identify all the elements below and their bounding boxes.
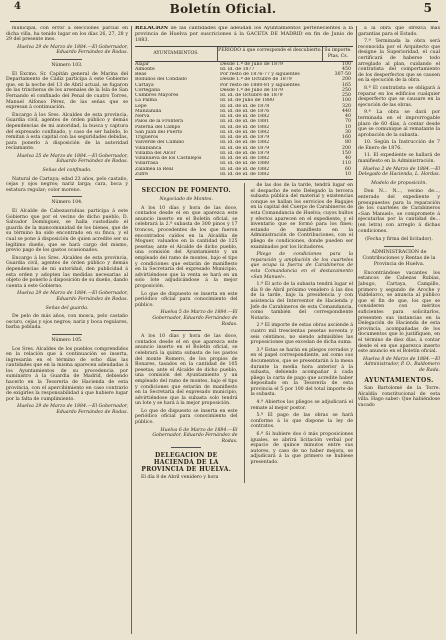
article-text: 11. El expediente se hallará de manifiesto en la Administración. [358,153,440,165]
header-ayuntamientos: AYUNTAMIENTOS. [135,47,218,60]
article-text: Lo que de dispuesto se inserta en este periódico oficial para conocimiento del público. [135,291,238,308]
ayuntamiento-cell: Paterna del Campo [135,124,181,130]
amount-cell: 40 [345,114,351,120]
article-text: municipal, con error á elecciones parcial en dicha villa, ha tenido lugar en los días 26, 27, 28 y 29 del presente mes. [6,26,128,43]
amount-cell: 80 [345,140,351,146]
relacion-table-header [135,46,353,61]
notice-number: Número 103. [51,62,83,68]
period-cell: Id. id. de id. de 1882 [220,171,270,177]
article-text: 7.ª Terminada la obra será reconocida por el Arquitecto que designe la Superioridad, el cual certificará de haberse todo arreglado al plan, cuidando el contratista del comportamiento de los desperfectos que se causen en la ejecución de la obra. [358,39,440,84]
separator [171,447,201,448]
separator [384,246,414,247]
article-text: Lo que de dispuesto se inserta en este periódico oficial para conocimiento del público. [135,408,238,426]
article-text: El Excmo. Sr. Capitán general de Marina del Departamento de Cádiz participa á este Gobierno que, en la noche del 13 de Abril actual, se fugaron de las trincheras de los arsenales de la Isla de San Fernando el confinado del Penal de cuatro Torres, Manuel Alfonso Pérez, de las señas que se expresan á continuación. [6,71,128,111]
table-row [135,172,353,177]
ayuntamiento-cell: Cartaya [135,82,154,88]
separator [52,334,82,335]
article-text: 5.ª El pago de las obras se hará conforme á lo que dispone la ley de contratos. [250,413,353,430]
amount-cell: 250 [342,87,351,93]
article-text: Los Sres. Alcaldes de los pueblos comprendidos en la relación que á continuación se inserta, ingresarán en el término de ocho días las cantidades que en la misma aparecen adeudadas á los Ayuntamientos de su procedencia por suministro á la Guardia de Madrid, debiendo hacerlo en la Tesorería de Hacienda de esta provincia, con el apercibimiento en caso contrario de exigirles la responsabilidad á que hubiere lugar por la falta de cumplimiento. [6,346,128,402]
article-text: De pelo de más años, con mosca, pelo castaño oscuro, cejas y ojos negros; nariz y boca regulares, barba poblada. [6,314,128,331]
ayuntamiento-cell: Lepe [135,103,147,109]
ayuntamiento-cell: Alájar [135,61,150,67]
signature: (Fecha y firma del licitador). [365,237,433,243]
amount-cell: 150 [342,150,351,156]
period-cell: Id. id. de id. de 1876 [220,108,270,114]
column-middle [135,26,353,634]
period-cell: Desde 1.º de Octubre de 1879 [220,77,292,83]
separator [52,196,82,197]
period-cell: Por resto de 1876-77 y siguientes [220,72,300,78]
amount-cell: 40 [345,156,351,162]
subheading: Modelo de proposición. [371,180,427,186]
article-text: El Alcalde de Cabezasrubias participa á este Gobierno que por el vecino de dicho pueblo, D. Salvador Domínguez, se halla custodiado el guarda de la mancomunidad de los bienes, que de su término ha sido encontrado en su finca, y el cual se pone á disposición de quien acredite ser su legítimo dueño, que se hará cargo del mismo, previo pago de los gastos ocasionados. [6,209,128,254]
article-text: 2.ª El importe de estas obras asciende á cuatro mil trescientas pesetas noventa y seis céntimos, no siendo admisibles las proposiciones que excedan de dicha suma. [250,323,353,346]
article-text: 3.ª Estas se harán en pliegos cerrados y en el papel correspondiente, así como sus documentos, que se presentarán á la mesa durante la media hora anterior á la subasta, debiendo acompañar á cada pliego la carta de pago que acredite haber depositado en la Tesorería de esta provincia el 5 por 100 del total importe de la subasta. [250,347,353,398]
ayuntamiento-cell: Nerva [135,114,150,120]
subheading: Señas del confinado. [42,168,92,174]
section-title: ADMINISTRACION de Contribuciones y Rentas de la Provincia de Huelva. [362,249,436,267]
section-title: AYUNTAMIENTOS. [364,377,434,385]
fomento-section [135,183,238,483]
signature: Huelva 25 de Marzo de 1884.—El Gobernador, Eduardo Fernández de Rodas. [17,153,128,165]
article-text: 9.ª La obra se dará por terminada en el improrrogable plazo de 60 días, á contar desde que se comunique al rematante la aprobación de la subasta. [358,110,440,138]
article-text: de las dos de la tarde, tendrá lugar en el despacho de este Delegado la tercera subasta pública del material y existencias conque se hallan los servicios de Bagajes en la capital del Cuerpo de Carabineros de esta Comandancia de Huelva; cuyos bultos y efectos aparecen en el expediente, y el inventario que se formó para los fines; estando de manifiesto en la Administración de Contribuciones, con el pliego de condiciones, donde pueden ser examinados por los licitadores. [250,183,353,250]
amount-cell: 60 [345,166,351,172]
header-periodo: PERIODO á que corresponde el descubierto. [218,47,323,60]
article-text: A los 10 días y hora de las doce, contados desde el en que aparezca este anuncio inserto en el Boletín oficial, se celebrará la 2.ª subasta de 300 pinos y 17 troncos, procedentes de los que fueron encontrados caídos en la Alcaldía de Moguer, valuados en la cantidad de 125 pesetas; ante el Alcalde de dicho pueblo, una comisión del Ayuntamiento y un empleado del ramo de montes, bajo el tipo y condiciones que estarán de manifiesto en la Secretaría del expresado Municipio, advirtiéndose que la venta se hará en un solo lote adjudicándose á la mejor proposición. [135,205,238,289]
period-cell: Id. id. de 1877 [220,66,255,72]
ayuntamiento-cell: La Palma [135,98,157,104]
article-text: 8.ª El contratista se obligará á reparar en los edificios cualquier desperfecto que se causare en la ejecución de las obras. [358,85,440,108]
period-cell: Id. id. de id. de 1879 [220,145,270,151]
relacion-table-body [135,62,353,178]
ayuntamiento-cell: Cortegana [135,87,160,93]
header-importe: Su importe. Ptas. Cs. [324,48,352,59]
notice-number: Número 104. [51,200,83,206]
article-text: A los 10 días y hora de las doce, contados desde el en que aparezca este anuncio inserto en el Boletín oficial, se celebrará la quinta subasta de los pastos del monte Romero, de los propios de Bonares, tasados en la cantidad de 105 pesetas; ante el Alcalde de dicho pueblo, una comisión del Ayuntamiento y un empleado del ramo de montes, bajo el tipo y condiciones que estarán de manifiesto en la Secretaría del expresado municipio, advirtiéndose que la subasta solo tendrá un lote y se hará á la mejor proposición. [135,334,238,407]
period-cell: Id. id. de id. de 1882 [220,166,270,172]
period-cell: Id. id. de id. de 1882 [220,114,270,120]
ayuntamiento-cell: Valverde del Camino [135,140,185,146]
amount-cell: 110 [342,161,351,167]
article-text: 10. Según la Instrucción de 7 de Enero de 1876. [358,140,440,151]
period-cell: Id. id. de id. de 1880 [220,161,270,167]
period-cell: Id. id. de id. de 1879 [220,135,270,141]
article-text: Natural de Cartaya; edad 23 años, pelo castaño, cejas y ojos negros; nariz larga; cara, boca y estatura regular; color moreno. [6,176,128,193]
amount-cell: 250 [342,93,351,99]
period-cell: Id. id. de id. de 1879 [220,150,270,156]
ayuntamiento-cell: Villarrasa [135,161,159,167]
amount-cell: 440 [342,108,351,114]
period-cell: Id. id. de id. de 1882 [220,156,270,162]
ayuntamiento-cell: Villablanca [135,145,162,151]
amount-cell: 100 [342,61,351,67]
ayuntamiento-cell: Villanueva de los Castillejos [135,156,202,162]
article-text: Don N... N..., vecino de..., enterado del expediente y presupuestos para la reparación de los cuarteles de Carabineros «San Manuel», se compromete á ejecutarlas por la cantidad de... (en letra) con arreglo á dichas condiciones. [358,189,440,234]
ayuntamiento-cell: Cumbres Mayores [135,93,179,99]
middle-subcolumns [135,183,353,483]
newspaper-title: Boletín Oficial. [169,2,277,16]
amount-cell: 10 [345,124,351,130]
ayuntamiento-cell: San Juan del Puerto [135,129,183,135]
period-cell: Id. id. de id. de 1882 [220,129,270,135]
amount-cell: 200 [342,77,351,83]
ayuntamiento-cell: Beas [135,72,147,78]
section-title: DELEGACION DE HACIENDA DE LA PROVINCIA DE HUELVA. [141,452,232,474]
column-right [358,26,440,634]
amount-cell: 200 [342,145,351,151]
relacion-intro: RELACION de las cantidades que adeudan los Ayuntamientos pertenecientes á la provincia de Huelva por suscriciones á la GACETA DE MADRID en fin de Junio de 1883. [135,26,353,43]
subasta-section [251,183,354,483]
signature: Huelva 29 de Marzo de 1884.—El Gobernador, Eduardo Fernández de Rodas. [17,404,128,416]
ayuntamiento-cell: Manzanilla [135,108,162,114]
amount-cell: 320 [342,103,351,109]
article-text: Encargo á los Sres. Alcaldes de esta provincia, Guardia civil, agentes de órden público y demás dependencias de mi autoridad, la busca y captura del expresado confinado, y caso de ser habido, lo remitan á esta capital con las seguridades debidas, para ponerlo á disposición de la autoridad reclamante. [6,112,128,152]
subheading: Pliego de condiciones para la reparación y ampliación de los cuarteles que ocupa la fuerza de Carabineros de esta Comandancia en el destacamento «San Manuel». [250,252,353,280]
page-number-left: 4 [14,1,21,12]
article-text: San Bartolomé de la Torre. Alcaldía constitucional de esta villa. Hago saber: Que habiéndose vacado [358,386,440,408]
period-cell: Id. id. de Octubre de 1879 [220,93,283,99]
ayuntamiento-cell: Palos de la Frontera [135,119,184,125]
section-title: SECCION DE FOMENTO. [141,187,231,195]
separator [171,330,201,331]
signature: Huelva 29 de Marzo de 1884.—El Gobernador, Eduardo Fernández de Rodas. [17,44,128,56]
signature: Huelva 2 de Marzo de 1884.—El Delegado de Hacienda, L. Hordas. [358,166,440,178]
table-rule [135,179,353,180]
period-cell: Id. id. de id. de 1882 [220,140,270,146]
article-text: 1.ª El acto de la subasta tendrá lugar el día 8 de Abril próximo venidero á las dos de la tarde, bajo la presidencia y con asistencia del Interventor de Hacienda y Jefe de Carabineros de esta Comandancia, como también del correspondiente Notario. [250,282,353,321]
column-divider [356,26,357,634]
ayuntamiento-cell: Zalamea la Real [135,166,174,172]
article-text: El día 8 de Abril venidero y hora [141,475,219,481]
amount-cell: 307·50 [334,72,351,78]
signature: Huelva 8 de Marzo de 1884.—El Administrador, P. O., Baldomero de Rada. [363,356,440,373]
amount-cell: 10 [345,171,351,177]
article-text: á la obra que ofrezca más garantías para el Estado. [358,26,440,37]
ayuntamiento-cell: Zufre [135,171,149,177]
amount-cell: 30 [345,129,351,135]
article-text: 6.ª Si hubiere dos ó más proposiciones iguales, se abrirá licitación verbal por espacio de quince minutos entre sus autores, y caso de no haber mejora, se adjudicará á la que primero se hubiese presentado. [250,432,353,465]
signature: Huelva 5 de Marzo de 1884.—El Gobernador, Eduardo Fernández de Rodas. [152,310,238,327]
amount-cell: 70 [345,119,351,125]
page-number-right: 5 [423,1,432,15]
amount-cell: 100 [342,98,351,104]
signature: Huelva 29 de Marzo de 1884.—El Gobernador, Eduardo Fernández de Rodas. [17,291,128,302]
ayuntamiento-cell: Villalba del Alcor [135,150,176,156]
amount-cell: 165 [342,82,351,88]
column-left [6,26,128,634]
notice-number: Número 105. [51,337,83,343]
period-cell: Desde 1.º de Julio de 1879 [220,87,284,93]
article-text: Encontrándose vacantes los estancos de Cabezas Rubias, Jabugo, Cartaya, Campillo, primero y segundo de Aroche y Valdelarco, se anuncia al público que el fin de que, los que se consideren con méritos suficientes para solicitarlos, presenten sus instancias en la Delegación de Hacienda de esta provincia, acompañadas de los documentos que lo justifiquen, en el término de diez días, á contar desde el en que aparezca inserto este anuncio en el Boletín oficial. [358,270,440,355]
period-cell: Por resto de 1880-81 y siguientes [220,82,300,88]
separator [52,59,82,60]
period-cell: Id. id. de id. de 1878 [220,103,270,109]
signature: Huelva 6 de Marzo de 1884.—El Gobernador, Eduardo Fernández de Rodas. [152,427,238,444]
ayuntamiento-cell: Almonte [135,66,155,72]
period-cell: Desde 1.º de Julio de 1879 [220,61,284,67]
period-cell: Id. id. de id. de 1882 [220,124,270,130]
amount-cell: 160 [342,135,351,141]
article-text: Encargo á los Sres. Alcaldes de esta provincia, Guardia civil, agentes de órden público y demás dependencias de mi autoridad, den publicidad á esta orden y adopten las medidas necesarias al objeto de ponerlo á disposición de su dueño, dando cuenta á este Gobierno. [6,255,128,289]
column-divider [131,26,132,634]
subheading: Señas del guarda. [45,305,89,311]
subheading: Negociado de Montes. [159,197,213,203]
header-rule [10,21,438,22]
article-text: 4.ª Abiertos los pliegos se adjudicará el remate al mejor postor. [250,400,353,411]
period-cell: Id. id. de Julio de 1880 [220,98,274,104]
ayuntamiento-cell: Trigueros [135,135,159,141]
subcolumn-divider [244,183,245,483]
period-cell: Id. id. de id. de 1881 [220,119,270,125]
amount-cell: 450 [342,66,351,72]
ayuntamiento-cell: Bollullos del Condado [135,77,187,83]
